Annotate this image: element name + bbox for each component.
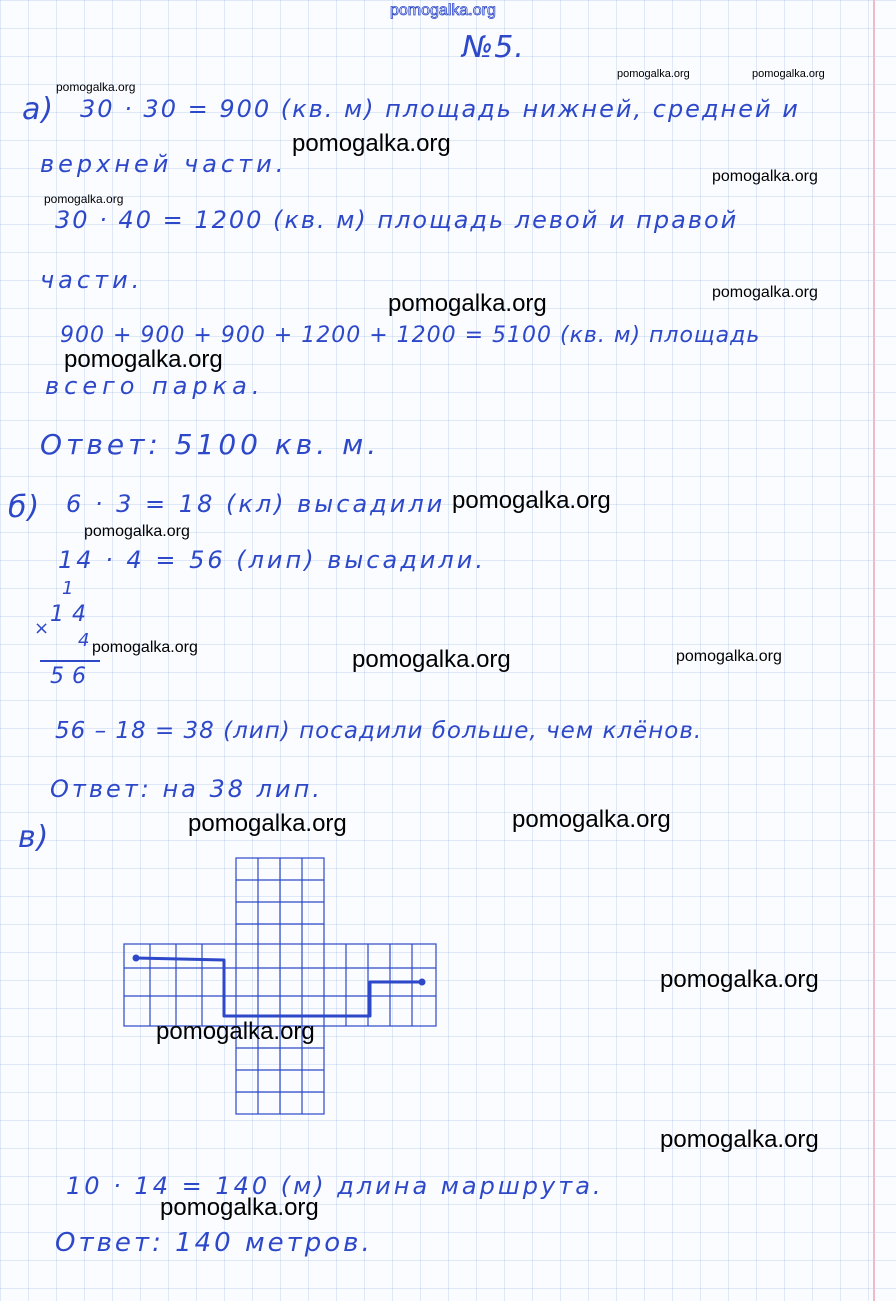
watermark: pomogalka.org	[617, 68, 690, 80]
watermark: pomogalka.org	[752, 68, 825, 80]
watermark: pomogalka.org	[56, 80, 136, 94]
part-a-line-6: всего парка.	[45, 372, 265, 400]
watermark: pomogalka.org	[92, 639, 198, 656]
part-a-line-4: части.	[40, 266, 144, 294]
watermark: pomogalka.org	[676, 648, 782, 665]
watermark: pomogalka.org	[188, 810, 347, 837]
watermark: pomogalka.org	[44, 192, 124, 206]
watermark: pomogalka.org	[352, 646, 511, 673]
watermark: pomogalka.org	[292, 130, 451, 157]
watermark: pomogalka.org	[160, 1194, 319, 1221]
watermark: pomogalka.org	[156, 1018, 315, 1045]
part-a-line-5: 900 + 900 + 900 + 1200 + 1200 = 5100 (кв. м) площадь	[60, 323, 761, 348]
calc-sign: ×	[34, 618, 51, 639]
route-path	[136, 958, 422, 1016]
part-c-answer: Ответ: 140 метров.	[55, 1228, 373, 1258]
watermark: pomogalka.org	[660, 966, 819, 993]
park-grid-cells	[124, 858, 436, 1114]
part-a-answer: Ответ: 5100 кв. м.	[40, 428, 381, 461]
route-end-dot	[419, 979, 426, 986]
calc-top-number: 14	[50, 602, 94, 627]
calc-multiplier: 4	[78, 630, 91, 651]
watermark: pomogalka.org	[84, 523, 190, 540]
part-b-line-3: 56 – 18 = 38 (лип) посадили больше, чем клёнов.	[55, 718, 703, 744]
part-c-label: в)	[18, 820, 50, 855]
watermark: pomogalka.org	[512, 806, 671, 833]
part-c-line-1: 10 · 14 = 140 (м) длина маршрута.	[66, 1172, 604, 1200]
part-b-label: б)	[8, 490, 41, 525]
part-a-label: а)	[22, 92, 55, 127]
part-a-line-3: 30 · 40 = 1200 (кв. м) площадь левой и правой	[55, 206, 739, 234]
part-b-line-2: 14 · 4 = 56 (лип) высадили.	[58, 546, 486, 574]
calc-carry: 1	[62, 578, 75, 599]
part-a-line-2: верхней части.	[40, 150, 288, 178]
calc-result: 56	[50, 664, 94, 689]
part-a-line-1: 30 · 30 = 900 (кв. м) площадь нижней, средней и	[80, 95, 800, 123]
watermark: pomogalka.org	[388, 290, 547, 317]
watermark: pomogalka.org	[452, 487, 611, 514]
exercise-number: №5.	[462, 30, 525, 65]
top-watermark: pomogalka.org	[390, 2, 496, 19]
watermark: pomogalka.org	[712, 168, 818, 185]
watermark: pomogalka.org	[64, 346, 223, 373]
part-b-answer: Ответ: на 38 лип.	[50, 775, 323, 803]
watermark: pomogalka.org	[712, 284, 818, 301]
route-start-dot	[133, 955, 140, 962]
part-b-line-1: 6 · 3 = 18 (кл) высадили	[66, 490, 446, 518]
watermark: pomogalka.org	[660, 1126, 819, 1153]
